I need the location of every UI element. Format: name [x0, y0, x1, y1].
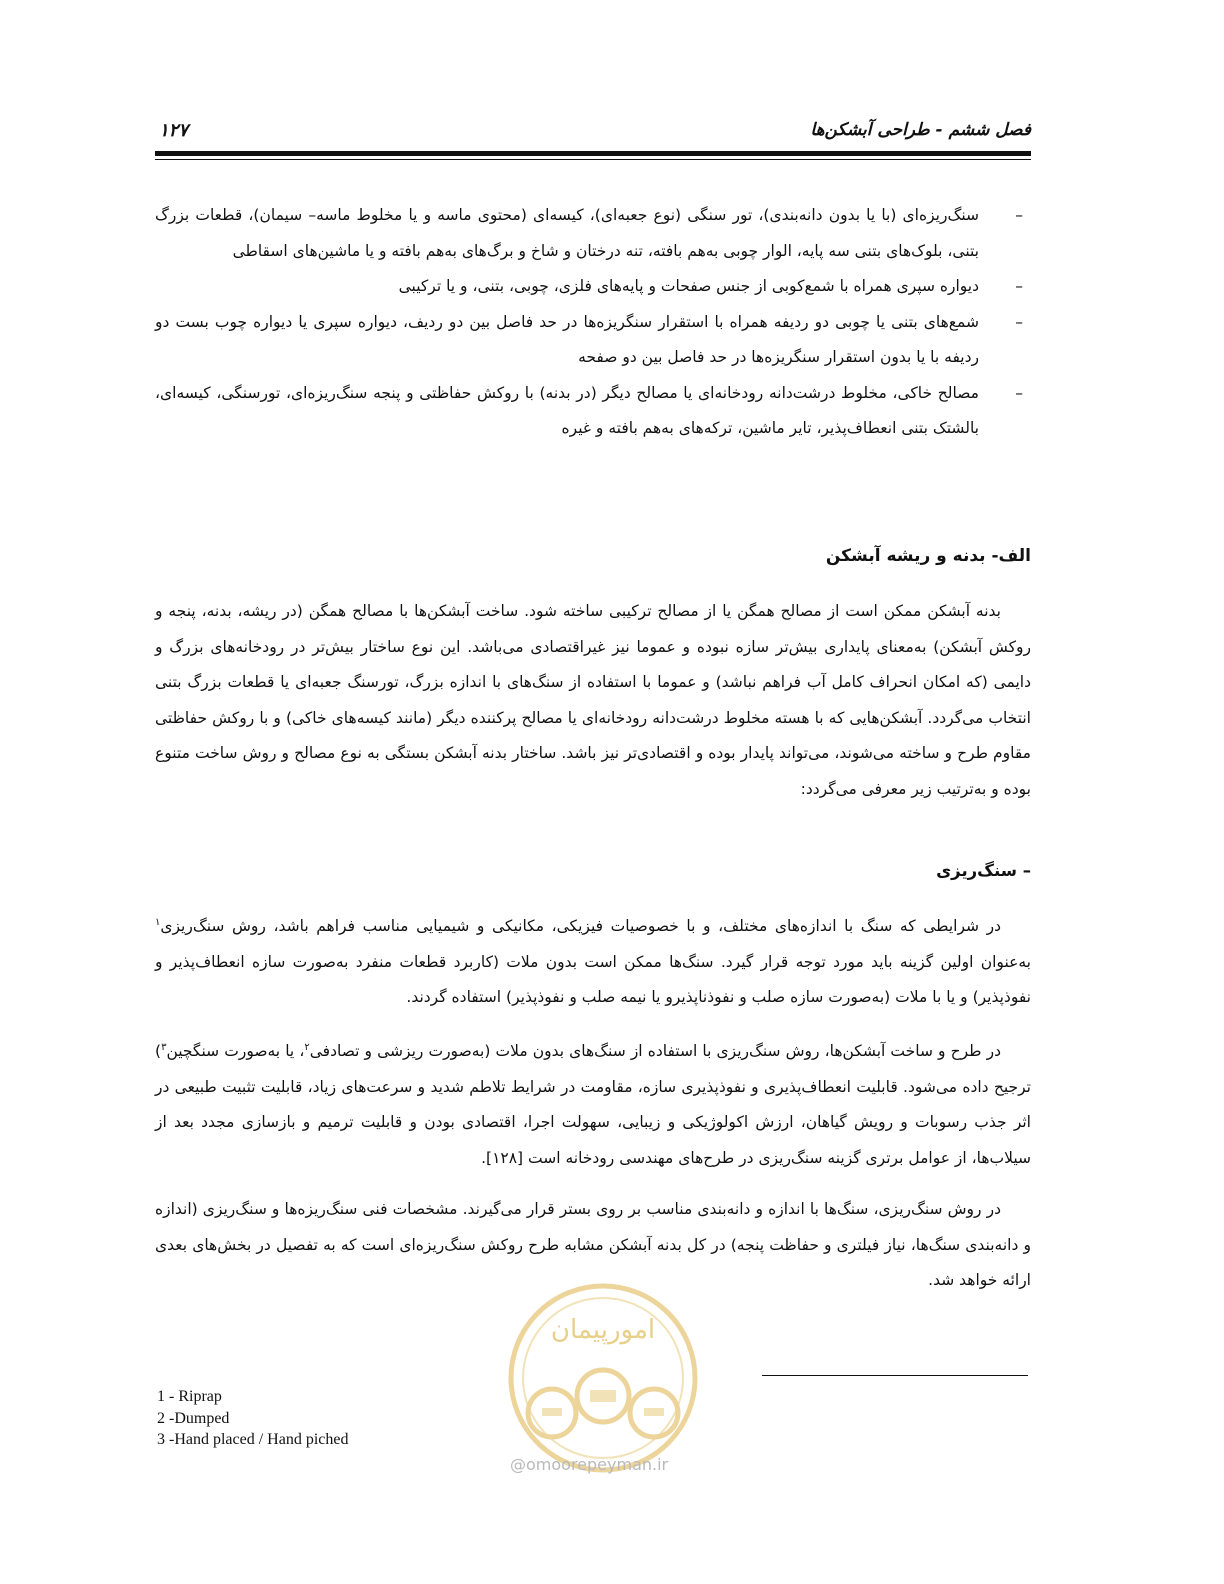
list-item-text: سنگ‌ریزه‌ای (با یا بدون دانه‌بندی)، تور سنگی (نوع جعبه‌ای)، کیسه‌ای (محتوی ماسه و یا مخلوط ماسه– سیمان)، قطعات بزرگ بتنی، بلوک‌های بتنی سه پایه، الوار چوبی به‌هم بافته، تنه درختان و شاخ و برگ‌های به‌هم بافته و یا ماشین‌های اسقاطی [155, 206, 979, 260]
section-paragraph: بدنه آبشکن ممکن است از مصالح همگن یا از مصالح ترکیبی ساخته شود. ساخت آبشکن‌ها با مصالح همگن (در ریشه، بدنه، پنجه و روکش آبشکن) به‌معنای پایداری بیش‌تر سازه نبوده و عموما نیز غیراقتصادی می‌باشد. این نوع ساختار بیش‌تر در رودخانه‌های بزرگ و دایمی (که امکان انحراف کامل آب فراهم نباشد) و عموما با استفاده از سنگ‌های با اندازه بزرگ، تورسنگ جعبه‌ای یا قطعات بزرگ بتنی انتخاب می‌گردد. آبشکن‌هایی که با هسته مخلوط درشت‌دانه رودخانه‌ای یا مصالح پرکننده دیگر (مانند کیسه‌های خاکی) و با روکش حفاظتی مقاوم طرح و ساخته می‌شوند، می‌تواند پایدار بوده و اقتصادی‌تر نیز باشد. ساختار بدنه آبشکن بستگی به نوع مصالح و روش ساخت متنوع بوده و به‌ترتیب زیر معرفی می‌گردد: [155, 602, 1031, 798]
list-dash: – [1015, 312, 1023, 331]
paragraph-text: به‌عنوان اولین گزینه باید مورد توجه قرار گیرد. سنگ‌ها ممکن است بدون ملات (کاربرد قطعات منفرد به‌صورت سازه انعطاف‌پذیر و نفوذپذیر) و یا با ملات (به‌صورت سازه صلب و نفوذناپذیرو یا نیمه صلب و نفوذپذیر) استفاده گردند. [155, 952, 1031, 1007]
paragraph-text: ، یا به‌صورت سنگچین [166, 1042, 305, 1061]
header-rule-thick [155, 151, 1031, 156]
material-list [155, 198, 1031, 447]
watermark-url: @omoorepeyman.ir [510, 1455, 669, 1474]
subsection-heading: – سنگ‌ریزی [936, 861, 1031, 880]
list-dash: – [1015, 383, 1023, 402]
chapter-title: فصل ششم - طراحی آبشکن‌ها [810, 120, 1031, 140]
list-dash: – [1015, 206, 1023, 224]
list-item [155, 269, 1031, 305]
list-item [155, 376, 1031, 447]
footnote-separator [762, 1375, 1028, 1376]
section-heading: الف- بدنه و ریشه آبشکن [825, 546, 1031, 566]
footnote: 2 -Dumped [157, 1409, 230, 1427]
paragraph-text: در شرایطی که سنگ با اندازه‌های مختلف، و با خصوصیات فیزیکی، مکانیکی و شیمیایی مناسب فراهم باشد، روش سنگ‌ریزی [160, 917, 1001, 936]
list-item [155, 305, 1031, 376]
watermark-text: امورپیمان [550, 1315, 656, 1345]
footnote-ref: ۳ [161, 1042, 167, 1053]
page-header [155, 118, 1031, 146]
page-number: ۱۲۷ [159, 120, 189, 141]
footnote-ref: ۱ [155, 917, 161, 928]
paragraph-text: در طرح و ساخت آبشکن‌ها، روش سنگ‌ریزی با استفاده از سنگ‌های بدون ملات (به‌صورت ریزشی و تصادفی [309, 1042, 1001, 1061]
riprap-paragraph-3: در روش سنگ‌ریزی، سنگ‌ها با اندازه و دانه‌بندی مناسب بر روی بستر قرار می‌گیرند. مشخصات فنی سنگ‌ریزه‌ها و سنگ‌ریزی (اندازه و دانه‌بندی سنگ‌ها، نیاز فیلتری و حفاظت پنجه) در کل بدنه آبشکن مشابه طرح روکش سنگ‌ریزه‌ای است که به تفصیل در بخش‌های بعدی ارائه خواهد شد. [155, 1200, 1031, 1289]
footnote: 3 -Hand placed / Hand piched [157, 1431, 349, 1448]
paragraph-text: ) ترجیح داده می‌شود. قابلیت انعطاف‌پذیری و نفوذپذیری سازه، مقاومت در شرایط تلاطم شدید و سرعت‌های زیاد، قابلیت تثبیت طبیعی در اثر جذب رسوبات و رویش گیاهان، ارزش اکولوژیکی و زیبایی، سهولت اجرا، اقتصادی بودن و قابلیت ترمیم و بازسازی مجدد بعد از سیلاب‌ها، از عوامل برتری گزینه سنگ‌ریزی در طرح‌های مهندسی رودخانه است [۱۲۸]. [155, 1042, 1031, 1167]
footnote: 1 - Riprap [157, 1388, 222, 1405]
footnote-ref: ۲ [304, 1042, 310, 1053]
footnotes [157, 1386, 348, 1451]
riprap-paragraph-1 [155, 905, 1031, 1016]
list-item-text: مصالح خاکی، مخلوط درشت‌دانه رودخانه‌ای یا مصالح دیگر (در بدنه) با روکش حفاظتی و پنجه سنگ‌ریزه‌ای، تورسنگی، کیسه‌ای، بالشتک بتنی انعطاف‌پذیر، تایر ماشین، ترکه‌های به‌هم بافته و غیره [155, 383, 979, 437]
list-item-text: دیواره سپری همراه با شمع‌کوبی از جنس صفحات و پایه‌های فلزی، چوبی، بتنی، و یا ترکیبی [398, 277, 979, 295]
list-item-text: شمع‌های بتنی یا چوبی دو ردیفه همراه با استقرار سنگریزه‌ها در حد فاصل بین دو ردیف، دیواره سپری یا دیواره چوب بست دو ردیفه با یا بدون استقرار سنگریزه‌ها در حد فاصل بین دو صفحه [155, 312, 979, 366]
list-dash: – [1015, 277, 1023, 295]
riprap-paragraph-2 [155, 1030, 1031, 1176]
list-item [155, 198, 1031, 269]
header-rule-thin [155, 159, 1031, 160]
